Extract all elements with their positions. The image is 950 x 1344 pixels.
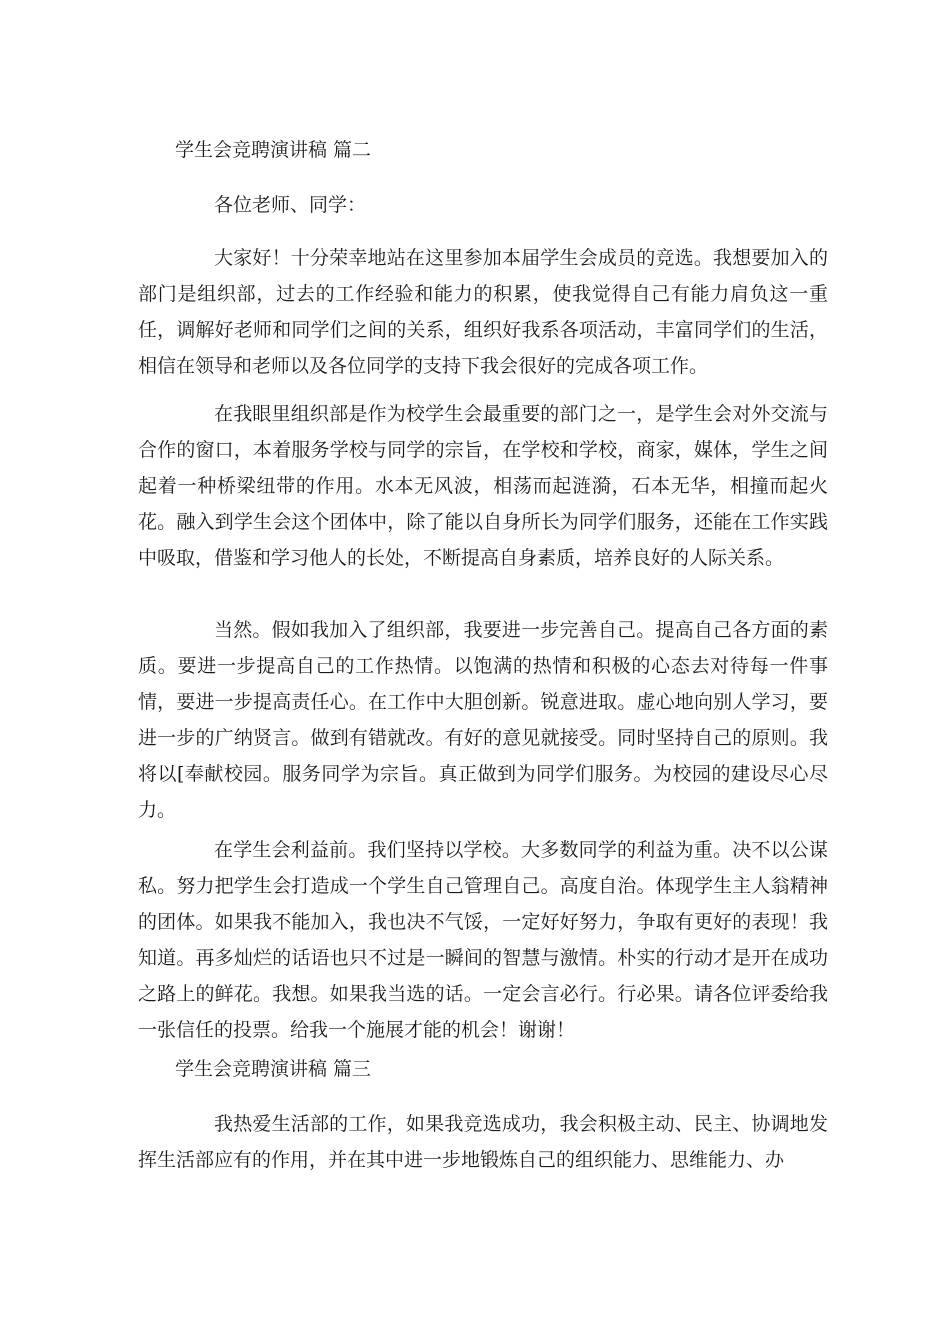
section-two-title: 学生会竞聘演讲稿 篇二: [175, 139, 372, 161]
paragraph-3: 当然。假如我加入了组织部，我要进一步完善自己。提高自己各方面的素质。要进一步提高自己的工作热情。以饱满的热情和积极的心态去对待每一件事情，要进一步提高责任心。在工作中大胆创新。锐意进取。虚心地向别人学习，要进一步的广纳贤言。做到有错就改。有好的意见就接受。同时坚持自己的原则。我将以[奉献校园。服务同学为宗旨。真正做到为同学们服务。为校园的建设尽心尽力。: [138, 619, 828, 821]
paragraph-1: 大家好！十分荣幸地站在这里参加本届学生会成员的竞选。我想要加入的部门是组织部，过去的工作经验和能力的积累，使我觉得自己有能力肩负这一重任，调解好老师和同学们之间的关系，组织好我系各项活动，丰富同学们的生活，相信在领导和老师以及各位同学的支持下我会很好的完成各项工作。: [138, 247, 828, 377]
greeting: 各位老师、同学：: [214, 194, 367, 216]
section-three-paragraph: 我热爱生活部的工作，如果我竞选成功，我会积极主动、民主、协调地发挥生活部应有的作用，并在其中进一步地锻炼自己的组织能力、思维能力、办: [138, 1113, 828, 1171]
paragraph-2: 在我眼里组织部是作为校学生会最重要的部门之一，是学生会对外交流与合作的窗口，本着服务学校与同学的宗旨，在学校和学校，商家，媒体，学生之间起着一种桥梁纽带的作用。水本无风波，相荡而起涟漪，石本无华，相撞而起火花。融入到学生会这个团体中，除了能以自身所长为同学们服务，还能在工作实践中吸取，借鉴和学习他人的长处，不断提高自身素质，培养良好的人际关系。: [138, 403, 828, 569]
section-three-title: 学生会竞聘演讲稿 篇三: [175, 1058, 372, 1080]
paragraph-4: 在学生会利益前。我们坚持以学校。大多数同学的利益为重。决不以公谋私。努力把学生会打造成一个学生自己管理自己。高度自治。体现学生主人翁精神的团体。如果我不能加入，我也决不气馁，一定好好努力，争取有更好的表现！我知道。再多灿烂的话语也只不过是一瞬间的智慧与激情。朴实的行动才是开在成功之路上的鲜花。我想。如果我当选的话。一定会言必行。行必果。请各位评委给我一张信任的投票。给我一个施展才能的机会！谢谢！: [138, 839, 828, 1041]
